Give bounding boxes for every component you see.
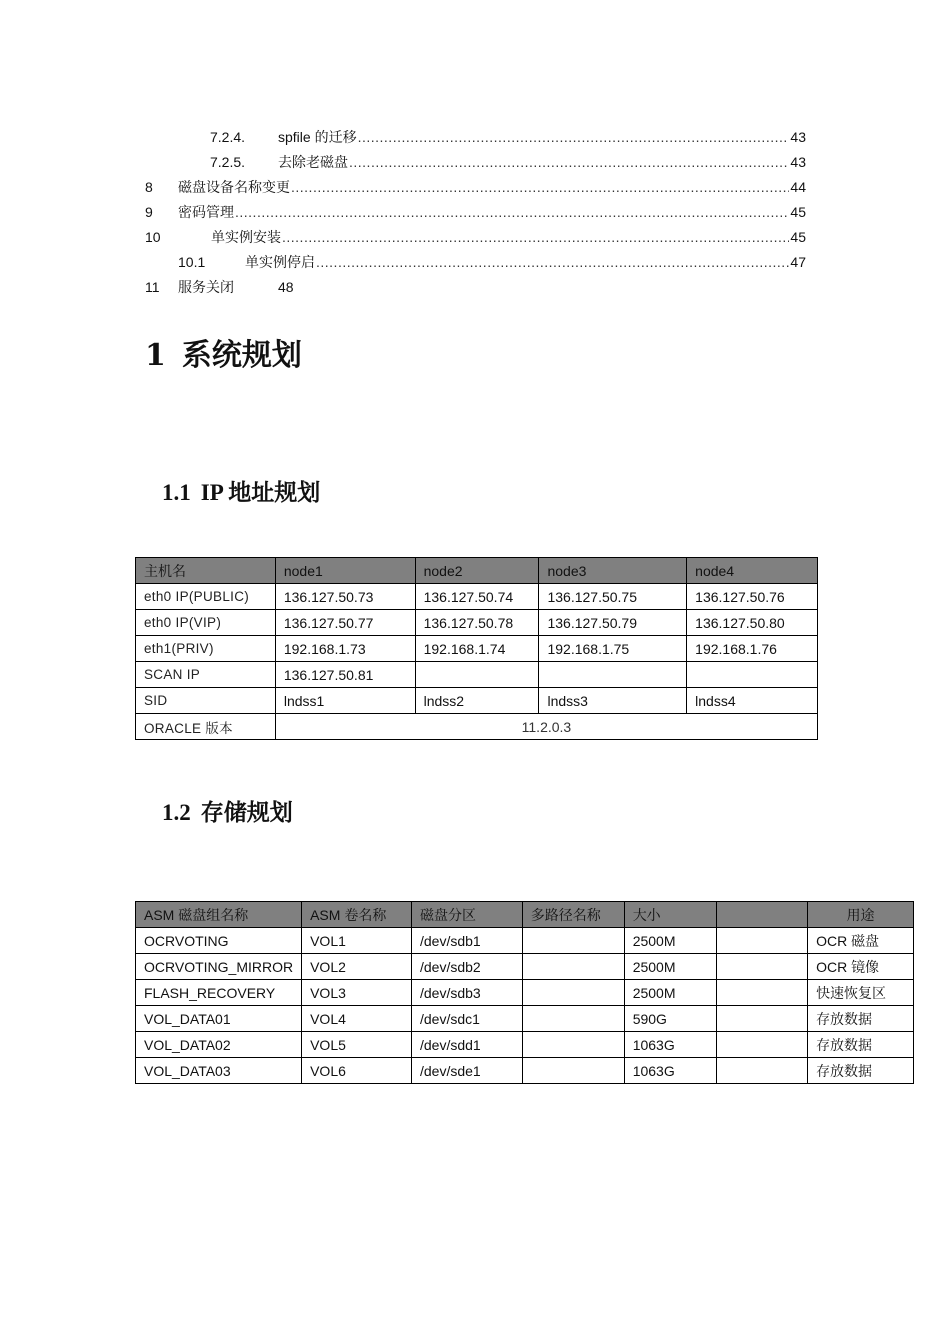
- table-cell: [687, 662, 818, 688]
- table-cell: 136.127.50.73: [275, 584, 415, 610]
- toc-entry-page: 43: [790, 154, 806, 170]
- row-label: eth0 IP(VIP): [136, 610, 276, 636]
- table-cell: [716, 1058, 808, 1084]
- heading-number: 1: [145, 338, 166, 373]
- toc-entry[interactable]: [145, 226, 806, 248]
- table-cell: 136.127.50.76: [687, 584, 818, 610]
- toc-entry[interactable]: [145, 176, 806, 198]
- table-row: [136, 1058, 914, 1084]
- table-cell: 1063G: [624, 1058, 716, 1084]
- toc-entry-number: 10.1: [178, 254, 206, 270]
- table-cell: lndss4: [687, 688, 818, 714]
- table-cell: 快速恢复区: [808, 980, 914, 1006]
- table-cell: OCR 磁盘: [808, 928, 914, 954]
- toc-entry-page: 45: [790, 204, 806, 220]
- table-cell: [539, 662, 687, 688]
- table-cell: 1063G: [624, 1032, 716, 1058]
- table-row: [136, 980, 914, 1006]
- toc-entry[interactable]: [145, 276, 345, 298]
- table-cell: [716, 928, 808, 954]
- table-cell: 存放数据: [808, 1032, 914, 1058]
- table-cell: OCR 镜像: [808, 954, 914, 980]
- table-row: [136, 662, 818, 688]
- toc-leader-dots: [291, 176, 789, 198]
- table-cell: 存放数据: [808, 1058, 914, 1084]
- table-row: [136, 636, 818, 662]
- toc-entry-title: 单实例停启: [245, 254, 315, 270]
- table-cell: [716, 980, 808, 1006]
- heading-title: 系统规划: [181, 338, 302, 373]
- toc-entry-title: spfile 的迁移: [278, 129, 357, 145]
- toc-entry-number: 7.2.4.: [210, 129, 246, 145]
- table-cell: [415, 662, 539, 688]
- table-cell: VOL4: [302, 1006, 412, 1032]
- table-cell: VOL_DATA01: [136, 1006, 302, 1032]
- section-heading-1: [145, 330, 302, 374]
- table-cell: [522, 1006, 624, 1032]
- row-label: ORACLE 版本: [136, 714, 276, 740]
- toc-entry-page: 43: [790, 129, 806, 145]
- table-cell: 192.168.1.74: [415, 636, 539, 662]
- version-cell: 11.2.0.3: [275, 714, 817, 740]
- header-cell: 主机名: [136, 558, 276, 584]
- table-cell: [522, 1032, 624, 1058]
- table-cell: [522, 954, 624, 980]
- table-row: [136, 1032, 914, 1058]
- table-cell: /dev/sdb2: [411, 954, 522, 980]
- toc-entry-title: 去除老磁盘: [278, 154, 348, 170]
- table-cell: [716, 1006, 808, 1032]
- toc-entry-number: 11: [145, 279, 160, 295]
- table-cell: 136.127.50.79: [539, 610, 687, 636]
- toc-entry[interactable]: [210, 151, 806, 173]
- header-cell: [716, 902, 808, 928]
- section-heading-1-1: [162, 474, 320, 507]
- table-header-row: [136, 558, 818, 584]
- header-cell: node3: [539, 558, 687, 584]
- toc-entry-number: 8: [145, 179, 153, 195]
- heading-title: 存储规划: [200, 800, 293, 825]
- table-cell: 590G: [624, 1006, 716, 1032]
- table-cell: 192.168.1.73: [275, 636, 415, 662]
- table-cell: /dev/sde1: [411, 1058, 522, 1084]
- header-cell: 大小: [624, 902, 716, 928]
- table-cell: lndss1: [275, 688, 415, 714]
- header-cell: 用途: [808, 902, 914, 928]
- header-cell: 磁盘分区: [411, 902, 522, 928]
- heading-number: 1.1: [162, 480, 191, 505]
- table-cell: 136.127.50.80: [687, 610, 818, 636]
- table-cell: VOL1: [302, 928, 412, 954]
- toc-entry[interactable]: [210, 126, 806, 148]
- table-cell: [522, 928, 624, 954]
- toc-entry[interactable]: [145, 201, 806, 223]
- toc-entry-title: 密码管理: [178, 204, 234, 220]
- table-cell: [522, 980, 624, 1006]
- table-cell: 136.127.50.81: [275, 662, 415, 688]
- toc-entry-page: 45: [790, 229, 806, 245]
- toc-leader-dots: [358, 126, 790, 148]
- table-row: [136, 610, 818, 636]
- ip-address-table: [135, 557, 818, 740]
- header-cell: ASM 卷名称: [302, 902, 412, 928]
- section-heading-1-2: [162, 794, 293, 827]
- table-cell: 192.168.1.76: [687, 636, 818, 662]
- header-cell: ASM 磁盘组名称: [136, 902, 302, 928]
- table-cell: 136.127.50.74: [415, 584, 539, 610]
- table-cell: 2500M: [624, 928, 716, 954]
- row-label: SCAN IP: [136, 662, 276, 688]
- table-cell: VOL5: [302, 1032, 412, 1058]
- table-cell: [522, 1058, 624, 1084]
- header-cell: node1: [275, 558, 415, 584]
- row-label: eth0 IP(PUBLIC): [136, 584, 276, 610]
- table-row: [136, 714, 818, 740]
- toc-entry-page: 48: [278, 279, 294, 295]
- toc-entry-title: 服务关闭: [178, 279, 234, 295]
- row-label: SID: [136, 688, 276, 714]
- toc-entry-title: 单实例安装: [211, 229, 281, 245]
- table-cell: 136.127.50.75: [539, 584, 687, 610]
- table-cell: VOL2: [302, 954, 412, 980]
- heading-number: 1.2: [162, 800, 191, 825]
- table-cell: /dev/sdc1: [411, 1006, 522, 1032]
- table-row: [136, 1006, 914, 1032]
- table-cell: /dev/sdb1: [411, 928, 522, 954]
- table-cell: lndss2: [415, 688, 539, 714]
- table-cell: VOL3: [302, 980, 412, 1006]
- table-cell: /dev/sdb3: [411, 980, 522, 1006]
- toc-entry[interactable]: [178, 251, 806, 273]
- header-cell: node4: [687, 558, 818, 584]
- toc-leader-dots: [235, 201, 789, 223]
- table-cell: 2500M: [624, 980, 716, 1006]
- toc-entry-number: 7.2.5.: [210, 154, 246, 170]
- toc-leader-dots: [282, 226, 789, 248]
- table-row: [136, 954, 914, 980]
- header-cell: node2: [415, 558, 539, 584]
- table-cell: FLASH_RECOVERY: [136, 980, 302, 1006]
- heading-title: IP 地址规划: [200, 480, 321, 505]
- table-cell: VOL6: [302, 1058, 412, 1084]
- table-cell: VOL_DATA02: [136, 1032, 302, 1058]
- toc-entry-number: 9: [145, 204, 153, 220]
- toc-entry-title: 磁盘设备名称变更: [178, 179, 290, 195]
- table-cell: 136.127.50.78: [415, 610, 539, 636]
- storage-table: [135, 901, 914, 1084]
- table-row: [136, 584, 818, 610]
- table-cell: OCRVOTING_MIRROR: [136, 954, 302, 980]
- table-header-row: [136, 902, 914, 928]
- table-cell: lndss3: [539, 688, 687, 714]
- row-label: eth1(PRIV): [136, 636, 276, 662]
- table-cell: 2500M: [624, 954, 716, 980]
- table-cell: [716, 1032, 808, 1058]
- table-cell: 存放数据: [808, 1006, 914, 1032]
- toc-entry-number: 10: [145, 229, 161, 245]
- table-row: [136, 688, 818, 714]
- table-cell: [716, 954, 808, 980]
- table-cell: OCRVOTING: [136, 928, 302, 954]
- toc-entry-page: 47: [790, 254, 806, 270]
- table-cell: /dev/sdd1: [411, 1032, 522, 1058]
- table-cell: 136.127.50.77: [275, 610, 415, 636]
- header-cell: 多路径名称: [522, 902, 624, 928]
- toc-leader-dots: [349, 151, 789, 173]
- toc-entry-page: 44: [790, 179, 806, 195]
- toc-leader-dots: [316, 251, 789, 273]
- table-cell: VOL_DATA03: [136, 1058, 302, 1084]
- table-cell: 192.168.1.75: [539, 636, 687, 662]
- table-row: [136, 928, 914, 954]
